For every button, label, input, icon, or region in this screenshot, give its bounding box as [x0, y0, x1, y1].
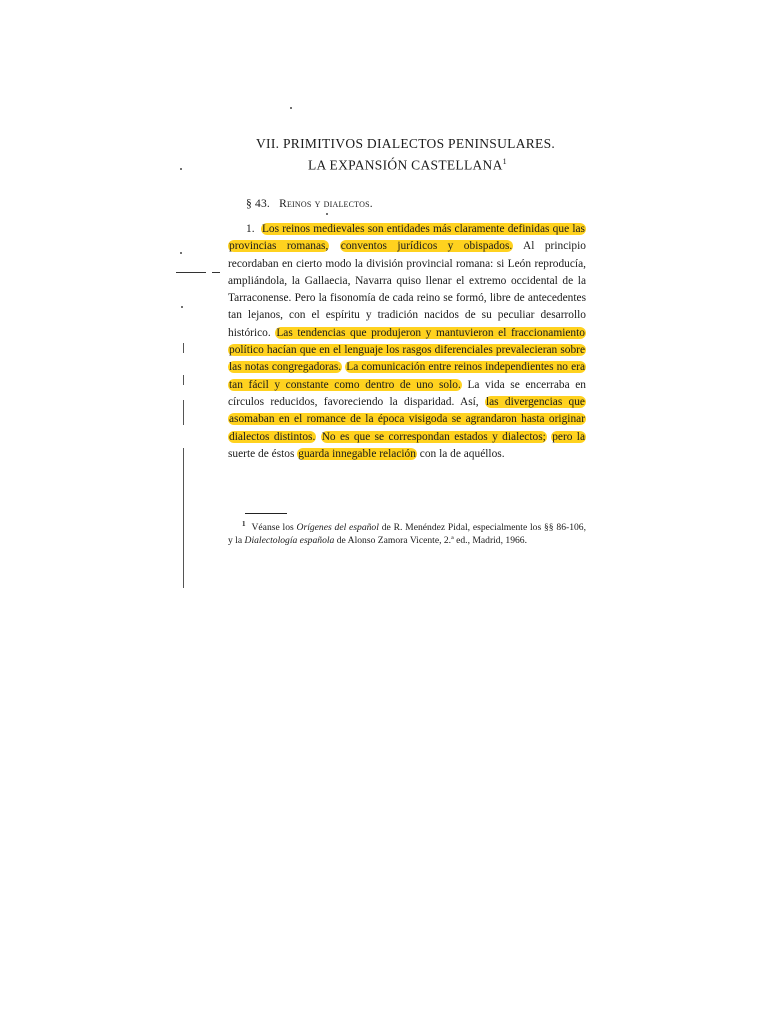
footnote	[228, 518, 586, 547]
scan-speck	[290, 107, 292, 109]
paragraph-text	[228, 223, 586, 460]
chapter-title-line2	[238, 153, 568, 175]
footnote-text-middle: de R. Menéndez Pidal, especialmente los §§ 86-106, y la	[228, 522, 586, 547]
footnote-text-before: Véanse los	[251, 522, 297, 534]
highlighted-text: No es que se correspondan estados y dialectos;	[321, 430, 546, 443]
text-run: con la de aquéllos.	[416, 447, 505, 460]
highlighted-text: Los reinos medievales son entidades más claramente definidas que las provincias romanas,	[229, 223, 585, 253]
highlighted-text: las divergencias que asomaban en el romance de la época visigoda se agrandaron hasta originar dialectos distintos.	[229, 395, 585, 443]
scan-speck	[181, 306, 183, 308]
scan-speck	[326, 213, 328, 215]
scan-dash	[176, 272, 206, 273]
footnote-text-after: de Alonso Zamora Vicente, 2.ª ed., Madrid, 1966.	[334, 535, 527, 547]
chapter-title	[238, 135, 568, 175]
scan-dash	[212, 272, 220, 273]
highlighted-text: pero la	[552, 430, 586, 443]
scan-margin-line	[183, 375, 184, 385]
footnote-number: 1	[242, 520, 246, 528]
chapter-title-line1: VII. PRIMITIVOS DIALECTOS PENINSULARES.	[256, 136, 556, 151]
footnote-work-title: Dialectología española	[244, 535, 335, 547]
highlighted-text: conventos jurídicos y obispados.	[340, 240, 513, 253]
text-run: Al principio recordaban en cierto modo la división provincial romana: si León reproducía, ampliándola, la Gallaecia, Navarra quiso llenar el extremo occidental de la Tarraconense. Pero la fisonomía de cada reino se formó, libre de antecedentes tan lejanos, con el espíritu y tradición nacidos de su peculiar desarrollo histórico.	[228, 240, 586, 339]
footnote-divider	[245, 513, 287, 514]
highlighted-text: La comunicación entre reinos independientes no era tan fácil y constante como dentro de uno solo.	[229, 361, 585, 391]
scan-margin-line	[183, 343, 184, 353]
scan-margin-line	[183, 400, 184, 425]
text-run: suerte de éstos	[228, 447, 298, 460]
paragraph	[228, 221, 586, 463]
footnote-paragraph	[228, 518, 586, 547]
body-text	[228, 221, 586, 463]
paragraph-number: 1.	[246, 223, 255, 235]
chapter-title-text: LA EXPANSIÓN CASTELLANA	[308, 157, 503, 173]
text-run: La vida se encerraba en círculos reducidos, favoreciendo la disparidad. Así,	[228, 378, 586, 408]
scan-margin-line	[183, 448, 184, 588]
section-heading	[246, 198, 373, 210]
highlighted-text: guarda innegable relación	[298, 447, 416, 460]
scan-speck	[180, 252, 182, 254]
footnote-work-title: Orígenes del español	[296, 522, 379, 534]
section-number: § 43.	[246, 198, 270, 210]
text-run	[329, 240, 339, 252]
footnote-reference: 1	[502, 157, 507, 166]
section-title: Reinos y dialectos.	[279, 198, 373, 210]
scan-speck	[180, 168, 182, 170]
highlighted-text: Las tendencias que produjeron y mantuvieron el fraccionamiento político hacían que en el lenguaje los rasgos diferenciales prevalecieran sobre las notas congregadoras.	[229, 326, 585, 374]
